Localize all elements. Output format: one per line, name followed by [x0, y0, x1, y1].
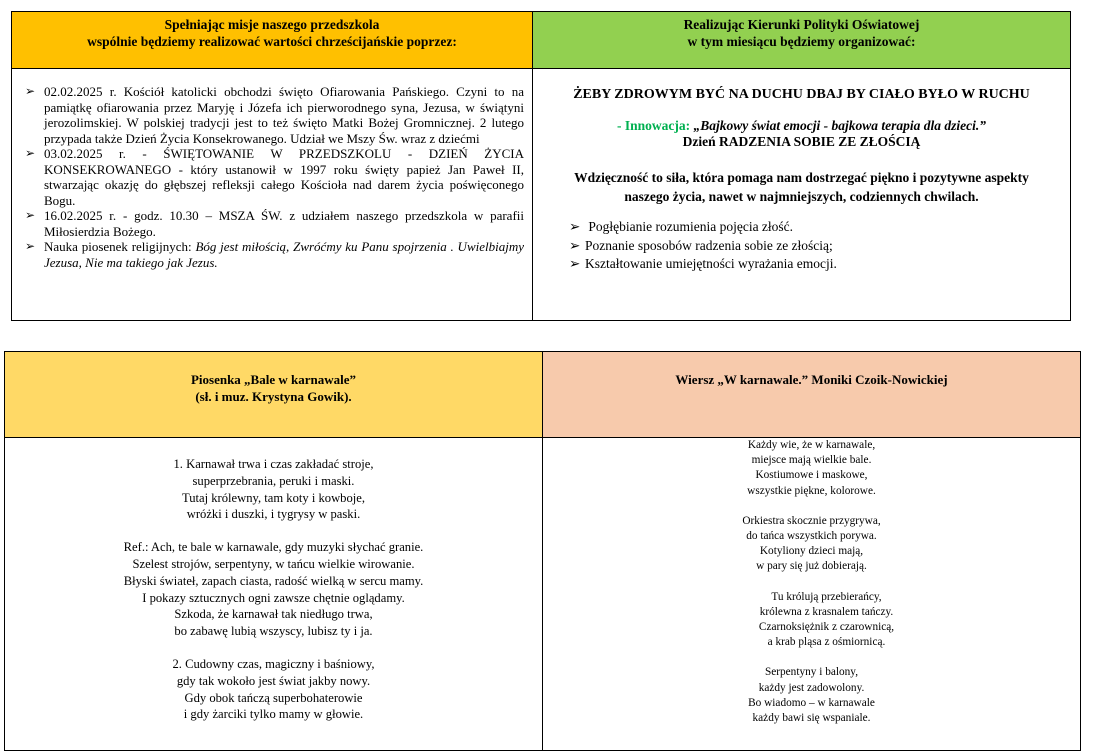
poem-stanza: Tu królują przebierańcy, królewna z krasnalem tańczy. Czarnoksiężnik z czarownicą, a krab pląsa z ośmiornicą. [758, 590, 895, 649]
top-table [11, 11, 1071, 321]
poem-stanza: Każdy wie, że w karnawale, miejsce mają wielkie bale. Kostiumowe i maskowe, wszystkie piękne, kolorowe. [747, 439, 876, 497]
arrow-bullet-icon: ➢ [25, 146, 36, 160]
innovation-title: „Bajkowy świat emocji - bajkowa terapia dla dzieci.” [693, 118, 986, 133]
top-left-header-line1: Spełniając misje naszego przedszkola [164, 17, 380, 32]
goal-item: ➢ Poznanie sposobów radzenia sobie ze złością; [569, 237, 1070, 256]
poem-stanza: Orkiestra skocznie przygrywa, do tańca wszystkich porywa. Kotyliony dzieci mają, w pary się już dobierają. [742, 514, 881, 573]
gratitude-quote: Wdzięczność to siła, która pomaga nam dostrzegać piękno i pozytywne aspekty naszego życia, nawet w najmniejszych, codziennych chwilach. [574, 170, 1029, 204]
arrow-bullet-icon: ➢ [569, 237, 581, 253]
poem-title: Wiersz „W karnawale.” Moniki Czoik-Nowickiej [675, 372, 948, 387]
song-refrain: Ref.: Ach, te bale w karnawale, gdy muzyki słychać granie. Szelest strojów, serpentyny, w tańcu wielkie wirowanie. Błyski świateł, zapach ciasta, radość wielką w sercu mamy. I pokazy sztucznych ogni zawsze chętnie oglądamy. Szkoda, że karnawał tak niedługo trwa, bo zabawę lubią wszyscy, lubisz ty i ja. [123, 540, 424, 639]
top-right-header [533, 12, 1070, 68]
motto: ŻEBY ZDROWYM BYĆ NA DUCHU DBAJ BY CIAŁO BYŁO W RUCHU [573, 87, 1030, 102]
list-item: ➢ Nauka piosenek religijnych: Bóg jest miłością, Zwróćmy ku Panu spojrzenia . Uwielbiajmy Jezusa, Nie ma takiego jak Jezus. [25, 239, 524, 270]
poem-header [543, 352, 1080, 437]
top-left-header [12, 12, 532, 68]
innovation-label: - Innowacja: [617, 118, 694, 133]
poem-text [543, 438, 1080, 741]
song-header [5, 352, 542, 437]
poem-stanza: Serpentyny i balony, każdy jest zadowolony. Bo wiadomo – w karnawale każdy bawi się wspaniale. [748, 666, 875, 725]
song-stanza: 2. Cudowny czas, magiczny i baśniowy, gdy tak wokoło jest świat jakby nowy. Gdy obok tańczą superbohaterowie i gdy żarciki tylko mamy w głowie. [172, 656, 375, 722]
faith-activities-list [18, 84, 524, 270]
goal-item: ➢ Pogłębianie rozumienia pojęcia złość. [569, 218, 1070, 237]
arrow-bullet-icon: ➢ [25, 84, 36, 98]
song-lyrics [5, 456, 542, 739]
religious-song-titles: Bóg jest miłością, Zwróćmy ku Panu spojrzenia . Uwielbiajmy Jezusa, Nie ma takiego jak Jezus. [44, 239, 524, 270]
song-authors: (sł. i muz. Krystyna Gowik). [195, 389, 352, 404]
top-left-header-line2: wspólnie będziemy realizować wartości chrześcijańskie poprzez: [87, 34, 457, 49]
top-right-header-line1: Realizując Kierunki Polityki Oświatowej [683, 17, 920, 32]
goal-item: ➢ Kształtowanie umiejętności wyrażania emocji. [569, 255, 1070, 274]
song-stanza: 1. Karnawał trwa i czas zakładać stroje, superprzebrania, peruki i maski. Tutaj królewny, tam koty i kowboje, wróżki i duszki, i tygrysy w paski. [173, 457, 374, 522]
list-item: ➢ 02.02.2025 r. Kościół katolicki obchodzi święto Ofiarowania Pańskiego. Czyni to na pamiątkę ofiarowania przez Maryję i Józefa ich pierworodnego syna, Jezusa, w świątyni jerozolimskiej. W polskiej tradycji jest to też święto Matki Bożej Gromnicznej. 2 lutego przypada także Dzień Życia Konsekrowanego. Udział we Mszy Św. wraz z dziećmi [25, 84, 524, 146]
top-right-header-line2: w tym miesiącu będziemy organizować: [687, 34, 916, 49]
bottom-table [4, 351, 1081, 751]
education-policy-content [533, 86, 1070, 274]
list-item: ➢ 03.02.2025 r. - ŚWIĘTOWANIE W PRZEDSZKOLU - DZIEŃ ŻYCIA KONSEKROWANEGO - który ustanowił w 1997 roku święty papież Jan Paweł II, stwarzając okazję do głębszej refleksji całego Kościoła nad darem życia poświęconego Bogu. [25, 146, 524, 208]
arrow-bullet-icon: ➢ [25, 208, 36, 222]
arrow-bullet-icon: ➢ [25, 239, 36, 253]
list-item: ➢ 16.02.2025 r. - godz. 10.30 – MSZA ŚW. z udziałem naszego przedszkola w parafii Miłosierdzia Bożego. [25, 208, 524, 239]
arrow-bullet-icon: ➢ [569, 219, 581, 234]
day-theme: Dzień RADZENIA SOBIE ZE ZŁOŚCIĄ [682, 134, 921, 149]
arrow-bullet-icon: ➢ [569, 256, 581, 271]
song-title: Piosenka „Bale w karnawale” [190, 372, 357, 387]
